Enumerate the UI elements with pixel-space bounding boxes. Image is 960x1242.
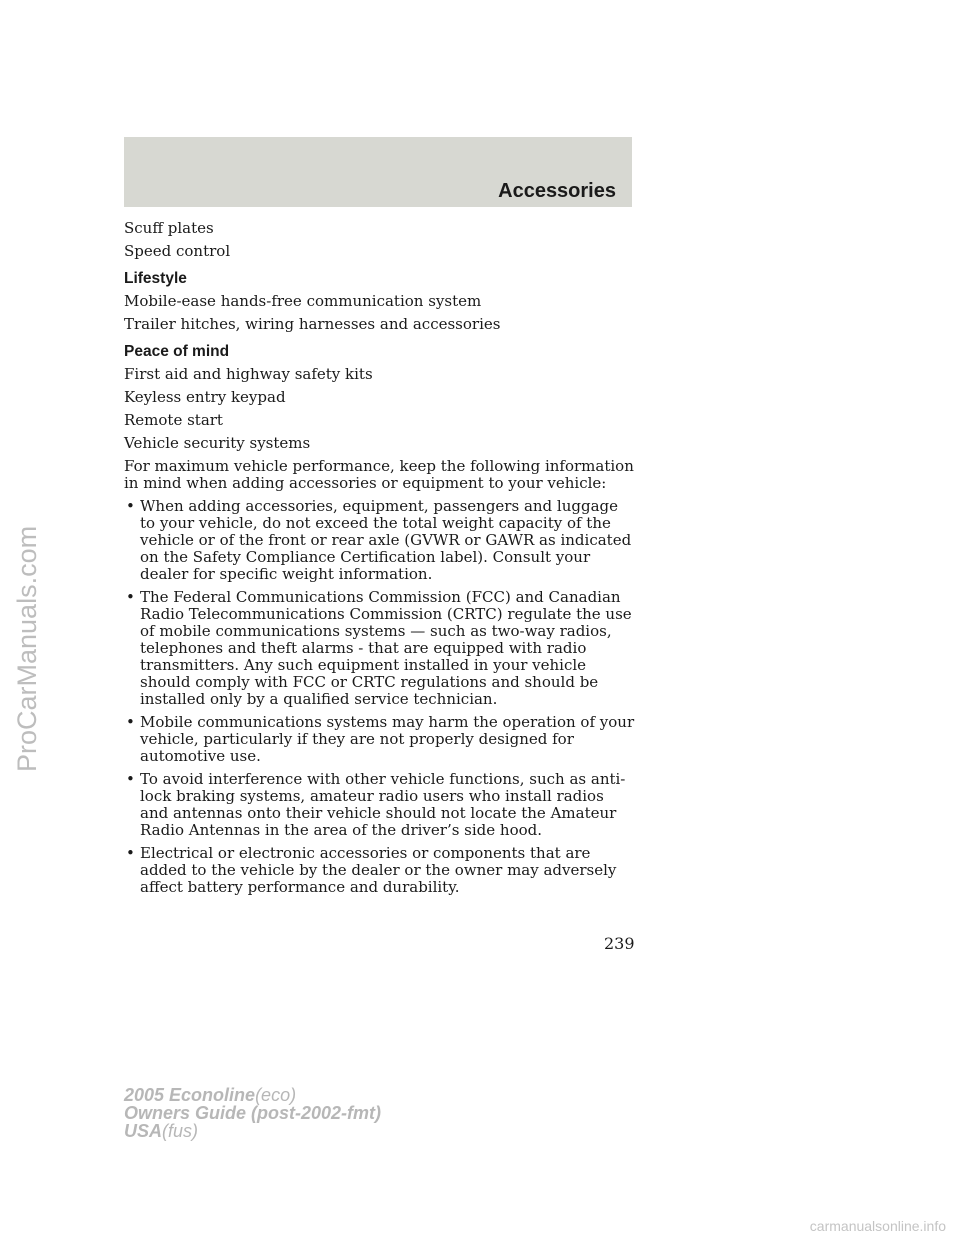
bullet-item	[124, 845, 636, 896]
page-number: 239	[604, 934, 635, 953]
bullet-text: When adding accessories, equipment, passengers and luggage to your vehicle, do not exceed the total weight capacity of the vehicle or of the front or rear axle (GVWR or GAWR as indicated on the Safety Compliance Certification label). Consult your dealer for specific weight information.	[140, 497, 632, 583]
list-item: Vehicle security systems	[124, 434, 311, 452]
section-header-bar	[124, 137, 632, 207]
bullet-icon: •	[126, 497, 135, 515]
bullet-item	[124, 589, 636, 708]
list-item: Scuff plates	[124, 219, 214, 237]
bullet-icon: •	[126, 588, 135, 606]
bullet-text: The Federal Communications Commission (FCC) and Canadian Radio Telecommunications Commission (CRTC) regulate the use of mobile communications systems — such as two-way radios, telephones and theft alarms - that are equipped with radio transmitters. Any such equipment installed in your vehicle should comply with FCC or CRTC regulations and should be installed only by a qualified service technician.	[140, 588, 632, 708]
list-item: Keyless entry keypad	[124, 388, 286, 406]
bullet-text: Mobile communications systems may harm the operation of your vehicle, particularly if they are not properly designed for automotive use.	[140, 713, 635, 765]
page-content	[124, 220, 636, 902]
heading-lifestyle: Lifestyle	[124, 270, 187, 287]
list-item: Remote start	[124, 411, 223, 429]
bullet-item	[124, 771, 636, 839]
bullet-icon: •	[126, 770, 135, 788]
list-item: Speed control	[124, 242, 231, 260]
document-footer	[124, 1086, 381, 1140]
bottom-watermark: carmanualsonline.info	[809, 1218, 946, 1234]
intro-paragraph: For maximum vehicle performance, keep the following information in mind when adding accessories or equipment to your vehicle:	[124, 457, 634, 492]
bullet-item	[124, 498, 636, 583]
bullet-icon: •	[126, 844, 135, 862]
bullet-text: To avoid interference with other vehicle functions, such as anti-lock braking systems, amateur radio users who install radios and antennas onto their vehicle should not locate the Amateur Radio Antennas in the area of the driver’s side hood.	[140, 770, 626, 839]
bullet-text: Electrical or electronic accessories or components that are added to the vehicle by the dealer or the owner may adversely affect battery performance and durability.	[140, 844, 617, 896]
bullet-item	[124, 714, 636, 765]
heading-peace-of-mind: Peace of mind	[124, 343, 230, 360]
footer-region: USA	[124, 1121, 163, 1141]
list-item: Trailer hitches, wiring harnesses and accessories	[124, 315, 501, 333]
footer-model-code: (eco)	[255, 1085, 297, 1105]
list-item: First aid and highway safety kits	[124, 365, 373, 383]
bullet-icon: •	[126, 713, 135, 731]
footer-model-line	[124, 1086, 381, 1104]
footer-region-line	[124, 1122, 381, 1140]
section-title: Accessories	[498, 180, 616, 202]
footer-model: 2005 Econoline	[124, 1085, 256, 1105]
list-item: Mobile-ease hands-free communication system	[124, 292, 482, 310]
footer-region-code: (fus)	[162, 1121, 199, 1141]
side-watermark: ProCarManuals.com	[12, 525, 42, 772]
footer-guide: Owners Guide (post-2002-fmt)	[124, 1103, 382, 1123]
